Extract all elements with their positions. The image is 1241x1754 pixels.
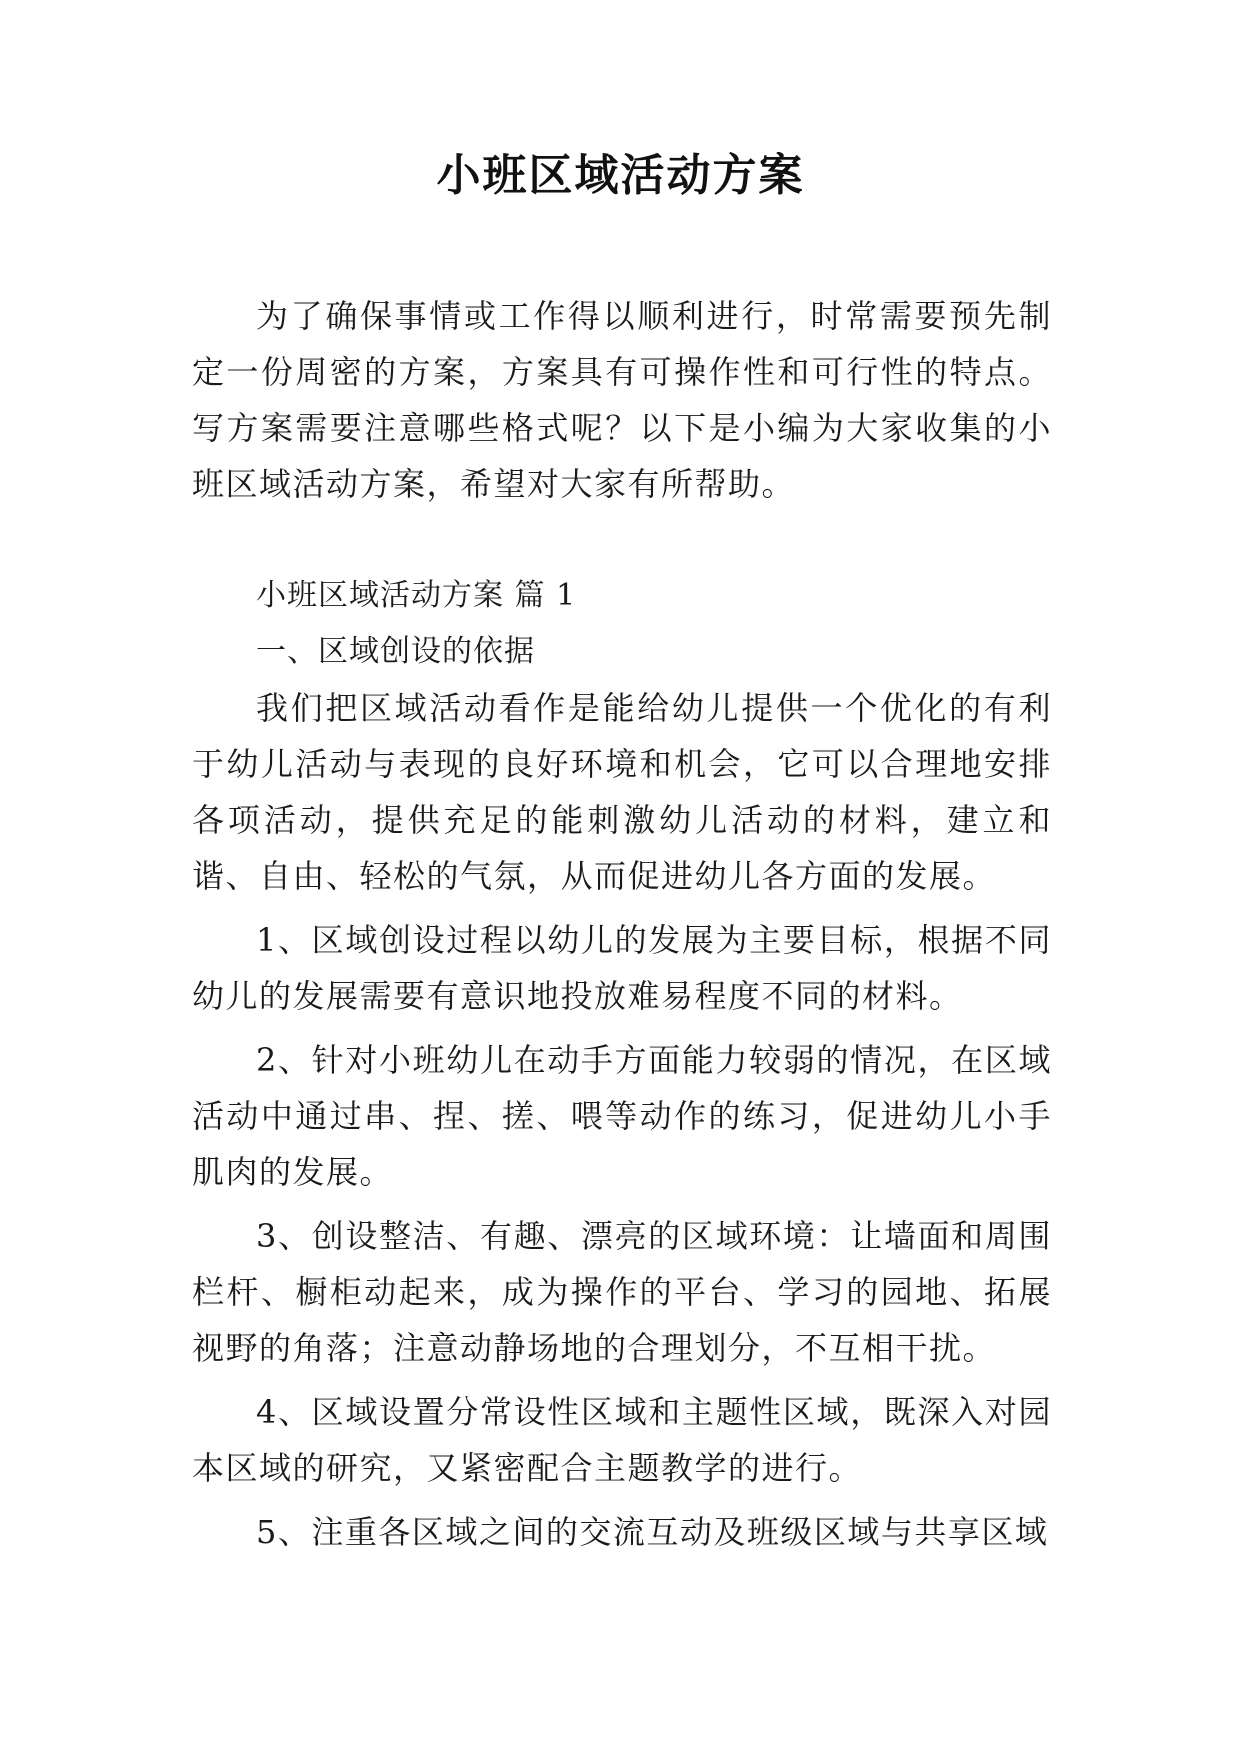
body-paragraph: 1、区域创设过程以幼儿的发展为主要目标，根据不同幼儿的发展需要有意识地投放难易程度不同的材料。 [192, 921, 1052, 1015]
intro-paragraph: 为了确保事情或工作得以顺利进行，时常需要预先制定一份周密的方案，方案具有可操作性和可行性的特点。写方案需要注意哪些格式呢？以下是小编为大家收集的小班区域活动方案，希望对大家有所帮助。 [192, 297, 1052, 503]
subheading: 一、区域创设的依据 [256, 634, 535, 669]
body-paragraph: 2、针对小班幼儿在动手方面能力较弱的情况，在区域活动中通过串、捏、搓、喂等动作的练习，促进幼儿小手肌肉的发展。 [192, 1041, 1052, 1191]
section-title: 小班区域活动方案 篇 1 [256, 578, 577, 613]
body-paragraph: 4、区域设置分常设性区域和主题性区域，既深入对园本区域的研究，又紧密配合主题教学的进行。 [192, 1393, 1052, 1487]
document-title: 小班区域活动方案 [436, 150, 805, 201]
body-paragraph: 3、创设整洁、有趣、漂亮的区域环境：让墙面和周围栏杆、橱柜动起来，成为操作的平台、学习的园地、拓展视野的角落；注意动静场地的合理划分，不互相干扰。 [192, 1217, 1052, 1367]
spacer [192, 512, 1052, 568]
body-paragraph: 我们把区域活动看作是能给幼儿提供一个优化的有利于幼儿活动与表现的良好环境和机会，它可以合理地安排各项活动，提供充足的能刺激幼儿活动的材料，建立和谐、自由、轻松的气氛，从而促进幼儿各方面的发展。 [192, 689, 1052, 895]
body-paragraph: 5、注重各区域之间的交流互动及班级区域与共享区域 [256, 1513, 1049, 1551]
document-body [192, 288, 1052, 1560]
